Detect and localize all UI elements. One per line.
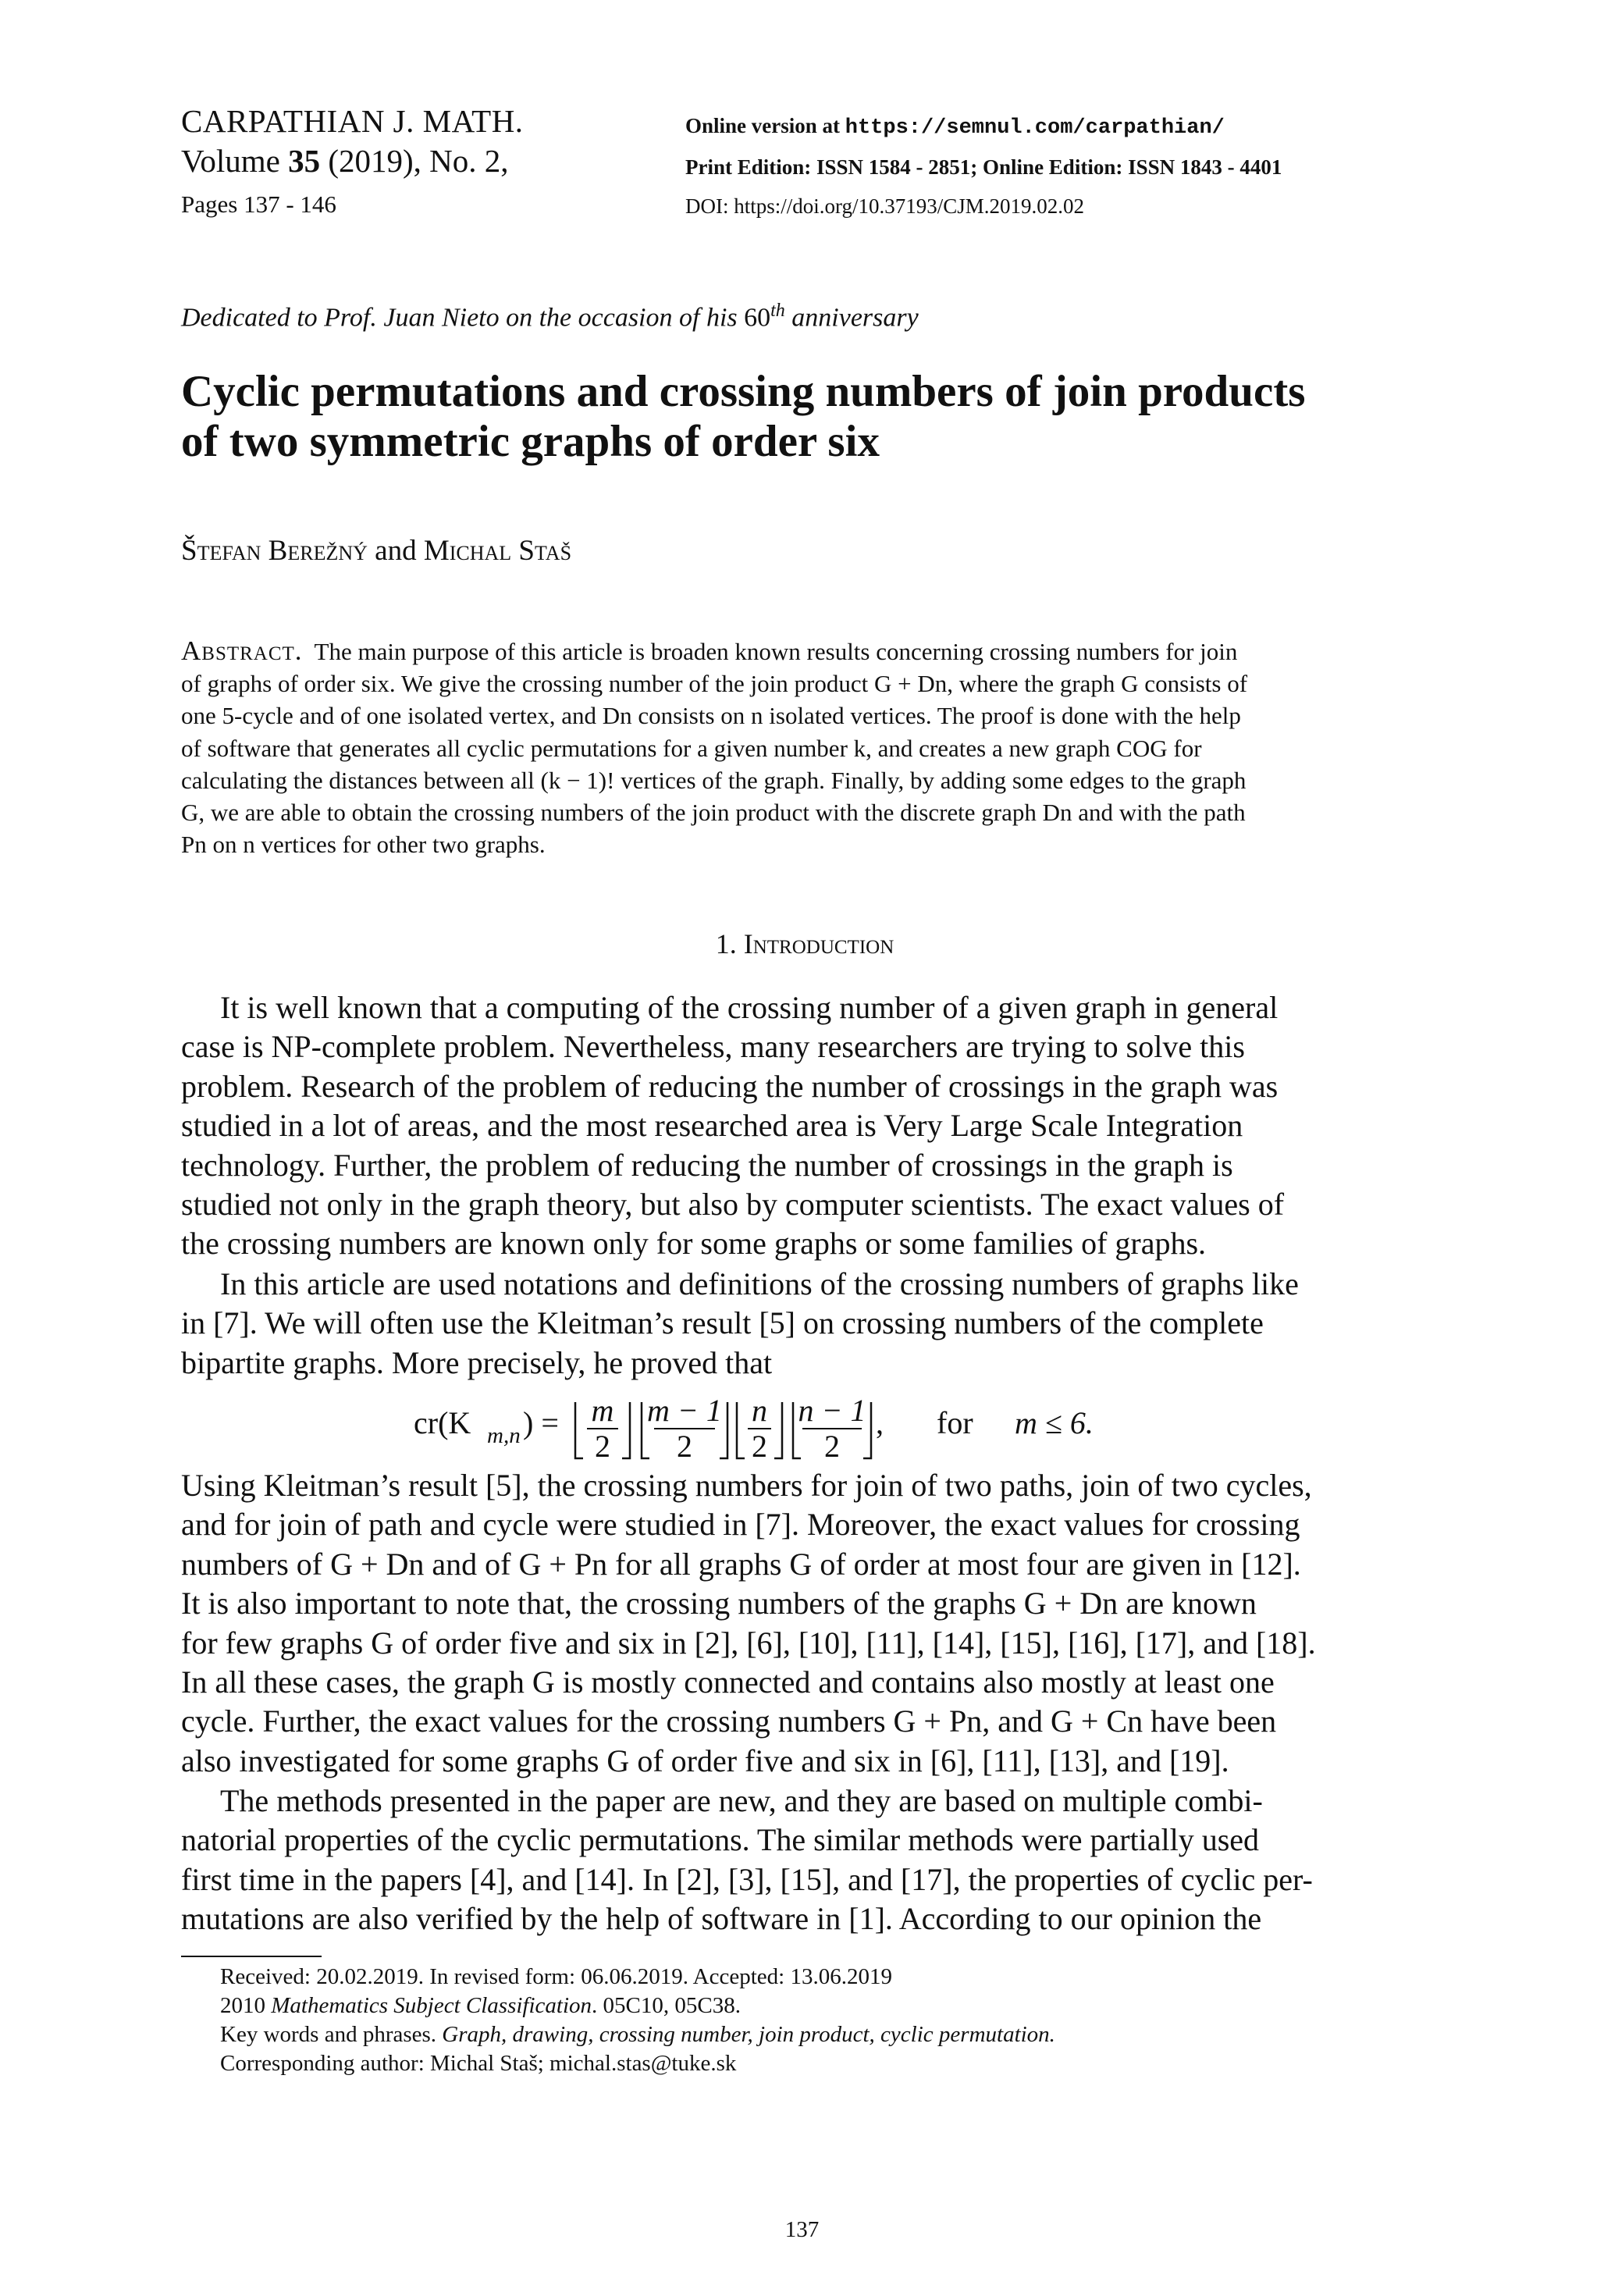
corresponding-author: Corresponding author: Michal Staš; michal.stas@tuke.sk — [220, 2051, 737, 2076]
paragraph-4: The methods presented in the paper are new, and they are based on multiple combi- natorial properties of the cyclic permutations. The similar methods were partially used first time in the papers [4], and [14]. In [2], [3], [15], and [17], the properties of cyclic per- mutations are also verified by the help of software in [1]. According to our opinion the — [181, 1783, 1313, 1937]
journal-header — [181, 101, 618, 223]
authors: Štefan Berežný and Michal Staš — [181, 535, 572, 567]
pages-line: Pages 137 - 146 — [181, 190, 336, 218]
svg-text:,: , — [876, 1405, 884, 1440]
journal-name: CARPATHIAN J. MATH. — [181, 103, 524, 139]
abstract: Abstract. The main purpose of this article is broaden known results concerning crossing numbers for join of graphs of order six. We give the crossing number of the join product G + Dn, where the graph G consists of one 5-cycle and of one isolated vertex, and Dn consists on n isolated vertices. The proof is done with the help of software that generates all cyclic permutations for a given number k, and creates a new graph COG for calculating the distances between all (k − 1)! vertices of the graph. Finally, by adding some edges to the graph G, we are able to obtain the crossing numbers of the join product with the discrete graph Dn and with the path Pn on n vertices for other two graphs. — [181, 635, 1248, 859]
svg-text:n − 1: n − 1 — [798, 1393, 866, 1428]
online-version: Online version at https://semnul.com/carpathian/ — [685, 114, 1225, 140]
formula-for: for — [937, 1405, 973, 1440]
formula-lhs: cr(K — [414, 1405, 471, 1440]
received-dates: Received: 20.02.2019. In revised form: 06.06.2019. Accepted: 13.06.2019 — [220, 1964, 892, 1989]
section-heading: 1. Introduction — [715, 928, 894, 959]
author-2: Michal Staš — [423, 535, 572, 567]
print-edition: Print Edition: ISSN 1584 - 2851; Online Edition: ISSN 1843 - 4401 — [685, 155, 1282, 179]
svg-text:n: n — [752, 1393, 767, 1428]
svg-text:2: 2 — [677, 1429, 692, 1464]
kleitman-formula — [181, 1388, 1428, 1466]
formula-equals: ) = — [523, 1405, 559, 1440]
msc-classification: 2010 Mathematics Subject Classification. 05C10, 05C38. — [220, 1993, 741, 2018]
svg-text:m − 1: m − 1 — [647, 1393, 722, 1428]
svg-text:2: 2 — [824, 1429, 840, 1464]
author-1: Štefan Berežný — [181, 535, 368, 567]
volume-line: Volume 35 (2019), No. 2, — [181, 143, 509, 179]
online-url[interactable]: https://semnul.com/carpathian/ — [845, 116, 1225, 140]
abstract-label: Abstract. — [181, 635, 303, 666]
paper-title: Cyclic permutations and crossing numbers of join products of two symmetric graphs of order six — [181, 367, 1306, 466]
doi[interactable]: DOI: https://doi.org/10.37193/CJM.2019.02.02 — [685, 194, 1085, 218]
footnotes — [220, 1963, 1391, 2078]
svg-text:m: m — [591, 1393, 614, 1428]
paragraph-2: In this article are used notations and definitions of the crossing numbers of graphs like in [7]. We will often use the Kleitman’s result [5] on crossing numbers of the complete bipartite graphs. More precisely, he proved that — [181, 1266, 1299, 1380]
keywords: Key words and phrases. Graph, drawing, crossing number, join product, cyclic permutation. — [220, 2022, 1055, 2047]
footnote-rule — [181, 1956, 322, 1957]
svg-text:2: 2 — [752, 1429, 767, 1464]
paragraph-1: It is well known that a computing of the crossing number of a given graph in general case is NP-complete problem. Nevertheless, many researchers are trying to solve this problem. Research of the problem of reducing the number of crossings in the graph was studied in a lot of areas, and the most researched area is Very Large Scale Integration technology. Further, the problem of reducing the number of crossings in the graph is studied not only in the graph theory, but also by computer scientists. The exact values of the crossing numbers are known only for some graphs or some families of graphs. — [181, 990, 1285, 1262]
formula-condition: m ≤ 6. — [1015, 1405, 1094, 1440]
dedication: Dedicated to Prof. Juan Nieto on the occasion of his 60th anniversary — [181, 301, 919, 333]
paragraph-3: Using Kleitman’s result [5], the crossing numbers for join of two paths, join of two cycles, and for join of path and cycle were studied in [7]. Moreover, the exact values for crossing numbers of G + Dn and of G + Pn for all graphs G of order at most four are given in [12]. It is also important to note that, the crossing numbers of the graphs G + Dn are known for few graphs G of order five and six in [2], [6], [10], [11], [14], [15], [16], [17], and [18]. In all these cases, the graph G is mostly connected and contains also mostly at least one cycle. Further, the exact values for the crossing numbers G + Pn, and G + Cn have been also investigated for some graphs G of order five and six in [6], [11], [13], and [19]. — [181, 1468, 1316, 1778]
formula-subscript: m,n — [487, 1423, 521, 1448]
svg-text:2: 2 — [595, 1429, 610, 1464]
page-number: 137 — [784, 2217, 820, 2242]
edition-info — [685, 106, 1466, 226]
